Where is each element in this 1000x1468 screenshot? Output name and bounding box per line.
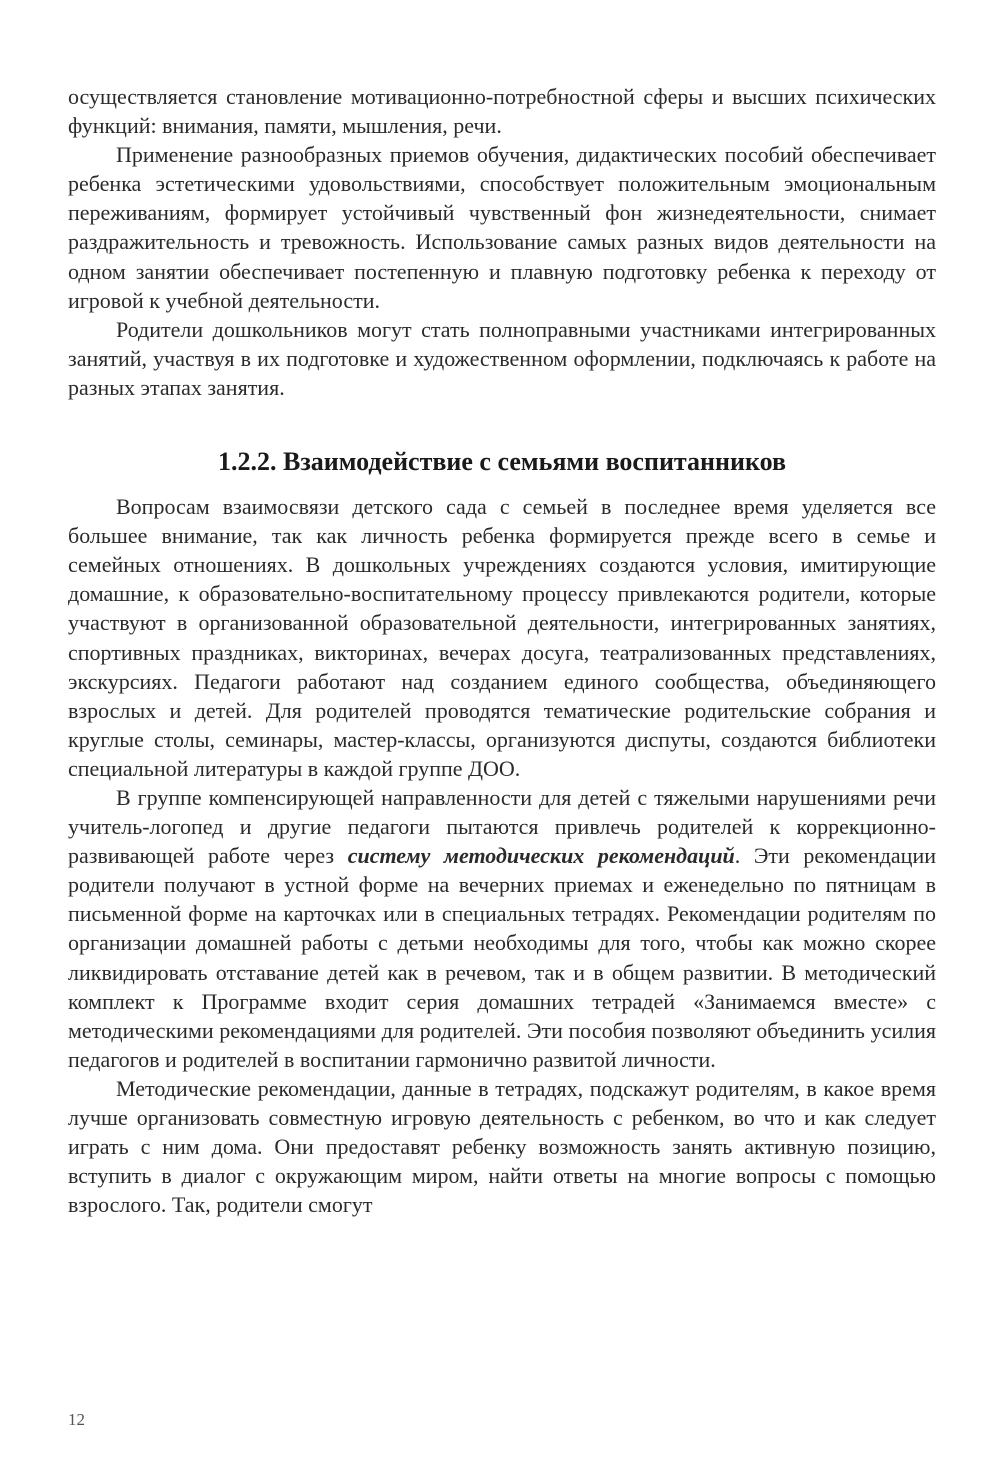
page-body	[68, 82, 936, 1219]
paragraph-text-end: . Эти рекомендации родители получают в устной форме на вечерних приемах и еженедельно по пятницам в письменной форме на карточках или в специальных тетрадях. Рекомендации родителям по организации домашней работы с детьми необходимы для того, чтобы как можно скорее ликвидировать отставание детей как в речевом, так и в общем развитии. В методический комплект к Программе входит серия домашних тетрадей «Занимаемся вместе» с методическими рекомендациями для родителей. Эти пособия позволяют объединить усилия педагогов и родителей в воспитании гармонично развитой личности.	[68, 843, 936, 1072]
paragraph-methodical-recommendations	[68, 783, 936, 1074]
paragraph-notebook-recommendations: Методические рекомендации, данные в тетрадях, подскажут родителям, в какое время лучше организовать совместную игровую деятельность с ребенком, во что и как следует играть с ним дома. Они предоставят ребенку возможность занять активную позицию, вступить в диалог с окружающим миром, найти ответы на многие вопросы с помощью взрослого. Так, родители смогут	[68, 1075, 936, 1218]
section-heading: 1.2.2. Взаимодействие с семьями воспитанников	[217, 447, 786, 477]
page-number: 12	[68, 1410, 85, 1429]
paragraph-text-start: В группе компенсирующей направленности для детей с тяжелыми нарушениями речи учитель-логопед и другие педагоги пытаются привлечь родителей к коррекционно-развивающей работе через	[68, 784, 936, 869]
emphasized-term: систему методических рекомендаций	[347, 843, 735, 869]
paragraph-parents-participation: Родители дошкольников могут стать полноправными участниками интегрированных занятий, участвуя в их подготовке и художественном оформлении, подключаясь к работе на разных этапах занятия.	[68, 316, 936, 400]
paragraph-continuation: осуществляется становление мотивационно-потребностной сферы и высших психических функций: внимания, памяти, мышления, речи.	[68, 84, 936, 139]
paragraph-teaching-methods: Применение разнообразных приемов обучения, дидактических пособий обеспечивает ребенка эстетическими удовольствиями, способствует положительным эмоциональным переживаниям, формирует устойчивый чувственный фон жизнедеятельности, снимает раздражительность и тревожность. Использование самых разных видов деятельности на одном занятии обеспечивает постепенную и плавную подготовку ребенка к переходу от игровой к учебной деятельности.	[68, 142, 936, 313]
paragraph-family-cooperation: Вопросам взаимосвязи детского сада с семьей в последнее время уделяется все большее внимание, так как личность ребенка формируется прежде всего в семье и семейных отношениях. В дошкольных учреждениях создаются условия, имитирующие домашние, к образовательно-воспитательному процессу привлекаются родители, которые участвуют в организованной образовательной деятельности, интегрированных занятиях, спортивных праздниках, викторинах, вечерах досуга, театрализованных представлениях, экскурсиях. Педагоги работают над созданием единого сообщества, объединяющего взрослых и детей. Для родителей проводятся тематические родительские собрания и круглые столы, семинары, мастер-классы, организуются диспуты, создаются библиотеки специальной литературы в каждой группе ДОО.	[68, 494, 936, 781]
